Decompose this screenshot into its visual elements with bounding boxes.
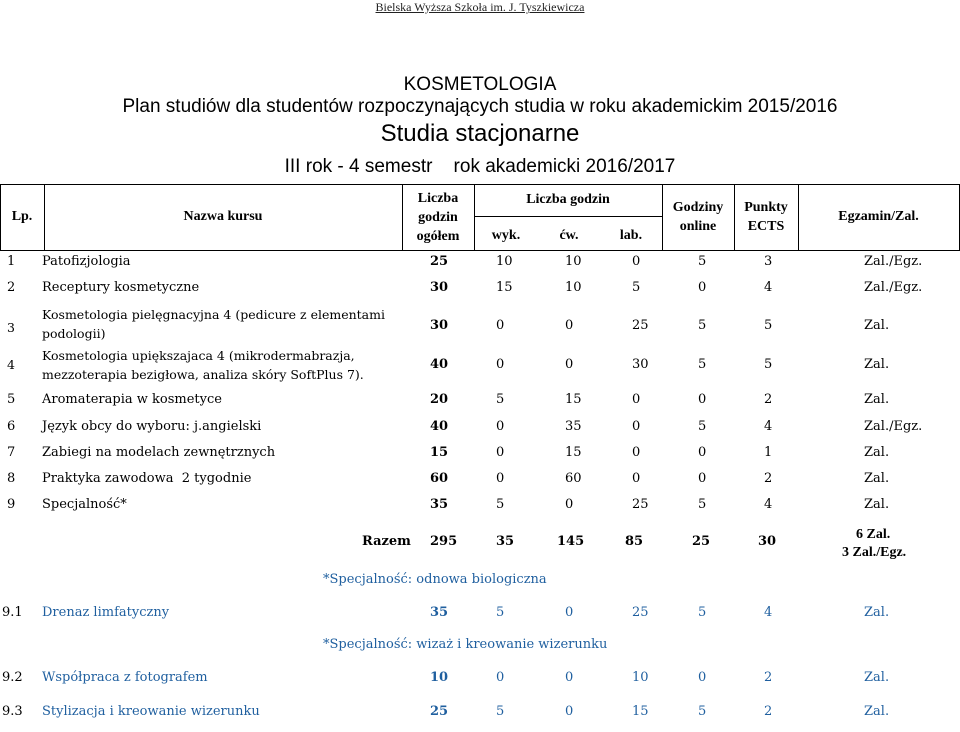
row-name: Patofizjologia	[42, 254, 131, 269]
row-total: 30	[430, 318, 449, 333]
row-total: 20	[430, 392, 449, 407]
row-name-rest: (mikrodermabrazja,	[224, 348, 355, 363]
row-cw: 15	[565, 392, 582, 407]
row-ects: 4	[764, 419, 773, 434]
col-header-total-1: Liczba	[417, 191, 459, 206]
col-header-online-1: Godziny	[672, 200, 724, 215]
row-cw: 0	[565, 670, 574, 685]
row-exam: Zal./Egz.	[864, 254, 923, 269]
row-values	[0, 357, 960, 377]
row-name: Współpraca z fotografem	[42, 670, 208, 685]
row-total: 40	[430, 357, 449, 372]
school-name: Bielska Wyższa Szkoła im. J. Tyszkiewicza	[375, 0, 585, 14]
row-exam: Zal.	[864, 471, 890, 486]
row-total: 25	[430, 254, 449, 269]
specialty-row	[0, 704, 960, 724]
col-divider	[662, 184, 663, 250]
row-name: Drenaz limfatyczny	[42, 605, 170, 620]
row-wyk: 5	[496, 392, 505, 407]
row-lp: 6	[7, 419, 16, 434]
row-lp: 1	[7, 254, 16, 269]
row-lp: 5	[7, 392, 16, 407]
row-name-line2: mezzoterapia bezigłowa, analiza skóry SoftPlus 7).	[42, 367, 364, 382]
summary-exam-1: 6 Zal.	[856, 527, 891, 542]
specialty-row	[0, 670, 960, 690]
header-bottom-border	[0, 250, 960, 251]
row-lp: 8	[7, 471, 16, 486]
study-mode-title: Studia stacjonarne	[380, 120, 580, 147]
row-cw: 0	[565, 605, 574, 620]
row-exam: Zal.	[864, 497, 890, 512]
row-lab: 25	[632, 497, 649, 512]
summary-row	[0, 534, 960, 554]
row-ects: 1	[764, 445, 773, 460]
row-wyk: 0	[496, 318, 505, 333]
specialty-row	[0, 605, 960, 625]
row-name: Praktyka zawodowa 2 tygodnie	[42, 471, 252, 486]
row-exam: Zal.	[864, 357, 890, 372]
row-online: 5	[698, 419, 707, 434]
row-lp: 4	[7, 357, 15, 372]
summary-total: 295	[430, 534, 458, 549]
program-title: KOSMETOLOGIA	[403, 74, 557, 95]
row-lab: 15	[632, 704, 649, 719]
row-lab: 25	[632, 605, 649, 620]
row-lp: 9.3	[2, 704, 23, 719]
row-total: 30	[430, 280, 449, 295]
row-wyk: 5	[496, 497, 505, 512]
row-cw: 60	[565, 471, 582, 486]
row-ects: 4	[764, 497, 773, 512]
row-total: 15	[430, 445, 449, 460]
row-online: 5	[698, 318, 707, 333]
header-top-border	[0, 184, 960, 185]
row-exam: Zal./Egz.	[864, 419, 923, 434]
row-wyk: 0	[496, 357, 505, 372]
row-wyk: 5	[496, 605, 505, 620]
row-ects: 2	[764, 670, 773, 685]
table-row	[0, 280, 960, 300]
summary-cw: 145	[557, 534, 585, 549]
hours-subheader-border	[474, 216, 662, 217]
specialty-title	[0, 637, 960, 657]
row-total: 35	[430, 605, 449, 620]
row-lp: 9.2	[2, 670, 23, 685]
plan-title: Plan studiów dla studentów rozpoczynających studia w roku akademickim 2015/2016	[122, 96, 838, 117]
row-ects: 3	[764, 254, 773, 269]
row-lab: 10	[632, 670, 649, 685]
row-ects: 5	[764, 318, 773, 333]
table-row	[0, 392, 960, 412]
row-exam: Zal.	[864, 605, 890, 620]
row-wyk: 0	[496, 471, 505, 486]
row-online: 0	[698, 392, 707, 407]
row-lp: 9.1	[2, 605, 23, 620]
row-lp: 9	[7, 497, 16, 512]
row-wyk: 10	[496, 254, 513, 269]
row-exam: Zal.	[864, 704, 890, 719]
summary-lab: 85	[625, 534, 644, 549]
row-name-line2: podologii)	[42, 326, 106, 341]
row-cw: 10	[565, 280, 582, 295]
row-lab: 0	[632, 445, 641, 460]
row-ects: 4	[764, 605, 773, 620]
row-online: 0	[698, 280, 707, 295]
row-wyk: 0	[496, 445, 505, 460]
row-cw: 10	[565, 254, 582, 269]
col-header-lp: Lp.	[11, 209, 33, 224]
row-cw: 15	[565, 445, 582, 460]
row-name: Aromaterapia w kosmetyce	[42, 392, 222, 407]
row-lp: 2	[7, 280, 16, 295]
row-cw: 0	[565, 497, 574, 512]
row-online: 0	[698, 445, 707, 460]
row-cw: 0	[565, 318, 574, 333]
row-exam: Zal.	[864, 318, 890, 333]
row-total: 60	[430, 471, 449, 486]
row-name-rest: (pedicure z elementami	[231, 307, 385, 322]
specialty-title-text: *Specjalność: wizaż i kreowanie wizerunku	[323, 637, 608, 652]
col-divider	[734, 184, 735, 250]
col-header-name: Nazwa kursu	[183, 209, 263, 224]
row-wyk: 15	[496, 280, 513, 295]
row-name-bold: Kosmetologia upiększajaca 4	[42, 348, 225, 363]
col-header-total-3: ogółem	[416, 229, 460, 244]
row-online: 5	[698, 497, 707, 512]
row-name: Język obcy do wyboru: j.angielski	[42, 419, 262, 434]
row-exam: Zal./Egz.	[864, 280, 923, 295]
row-lab: 0	[632, 471, 641, 486]
row-ects: 2	[764, 471, 773, 486]
specialty-title-text: *Specjalność: odnowa biologiczna	[323, 572, 547, 587]
semester-title: III rok - 4 semestr rok akademicki 2016/2017	[284, 156, 676, 177]
summary-label: Razem	[362, 534, 411, 549]
col-header-ects-1: Punkty	[744, 200, 788, 215]
table-row	[0, 419, 960, 439]
row-lp: 7	[7, 445, 16, 460]
row-name-bold: Kosmetologia pielęgnacyjna 4	[42, 307, 232, 322]
row-total: 10	[430, 670, 449, 685]
row-online: 0	[698, 471, 707, 486]
row-wyk: 0	[496, 670, 505, 685]
col-header-hours: Liczba godzin	[526, 192, 610, 207]
row-ects: 2	[764, 392, 773, 407]
col-header-wyk: wyk.	[491, 228, 521, 243]
row-total: 40	[430, 419, 449, 434]
row-online: 5	[698, 357, 707, 372]
row-name: Receptury kosmetyczne	[42, 280, 200, 295]
row-lab: 0	[632, 392, 641, 407]
summary-ects: 30	[758, 534, 777, 549]
col-header-lab: lab.	[619, 228, 643, 243]
row-cw: 0	[565, 357, 574, 372]
row-total: 25	[430, 704, 449, 719]
summary-wyk: 35	[496, 534, 515, 549]
row-values	[0, 318, 960, 338]
summary-online: 25	[692, 534, 711, 549]
row-total: 35	[430, 497, 449, 512]
row-lab: 30	[632, 357, 649, 372]
table-row	[0, 471, 960, 491]
row-exam: Zal.	[864, 445, 890, 460]
table-row	[0, 254, 960, 274]
col-header-total-2: godzin	[418, 210, 458, 225]
specialty-title	[0, 572, 960, 592]
row-lab: 25	[632, 318, 649, 333]
row-lp: 3	[7, 320, 15, 335]
col-header-cw: ćw.	[559, 228, 579, 243]
row-exam: Zal.	[864, 392, 890, 407]
row-ects: 2	[764, 704, 773, 719]
row-online: 0	[698, 670, 707, 685]
row-lab: 5	[632, 280, 641, 295]
row-online: 5	[698, 704, 707, 719]
row-online: 5	[698, 254, 707, 269]
row-ects: 4	[764, 280, 773, 295]
col-header-exam: Egzamin/Zal.	[838, 209, 919, 224]
table-row	[0, 445, 960, 465]
col-header-online-2: online	[679, 219, 717, 234]
row-lab: 0	[632, 419, 641, 434]
row-online: 5	[698, 605, 707, 620]
row-name: Specjalność*	[42, 497, 127, 512]
row-wyk: 0	[496, 419, 505, 434]
row-cw: 0	[565, 704, 574, 719]
summary-exam-2: 3 Zal./Egz.	[842, 545, 907, 560]
row-exam: Zal.	[864, 670, 890, 685]
row-wyk: 5	[496, 704, 505, 719]
row-name: Zabiegi na modelach zewnętrznych	[42, 445, 276, 460]
row-name: Stylizacja i kreowanie wizerunku	[42, 704, 260, 719]
row-lab: 0	[632, 254, 641, 269]
row-cw: 35	[565, 419, 582, 434]
table-row	[0, 497, 960, 517]
col-header-ects-2: ECTS	[747, 219, 785, 234]
row-ects: 5	[764, 357, 773, 372]
